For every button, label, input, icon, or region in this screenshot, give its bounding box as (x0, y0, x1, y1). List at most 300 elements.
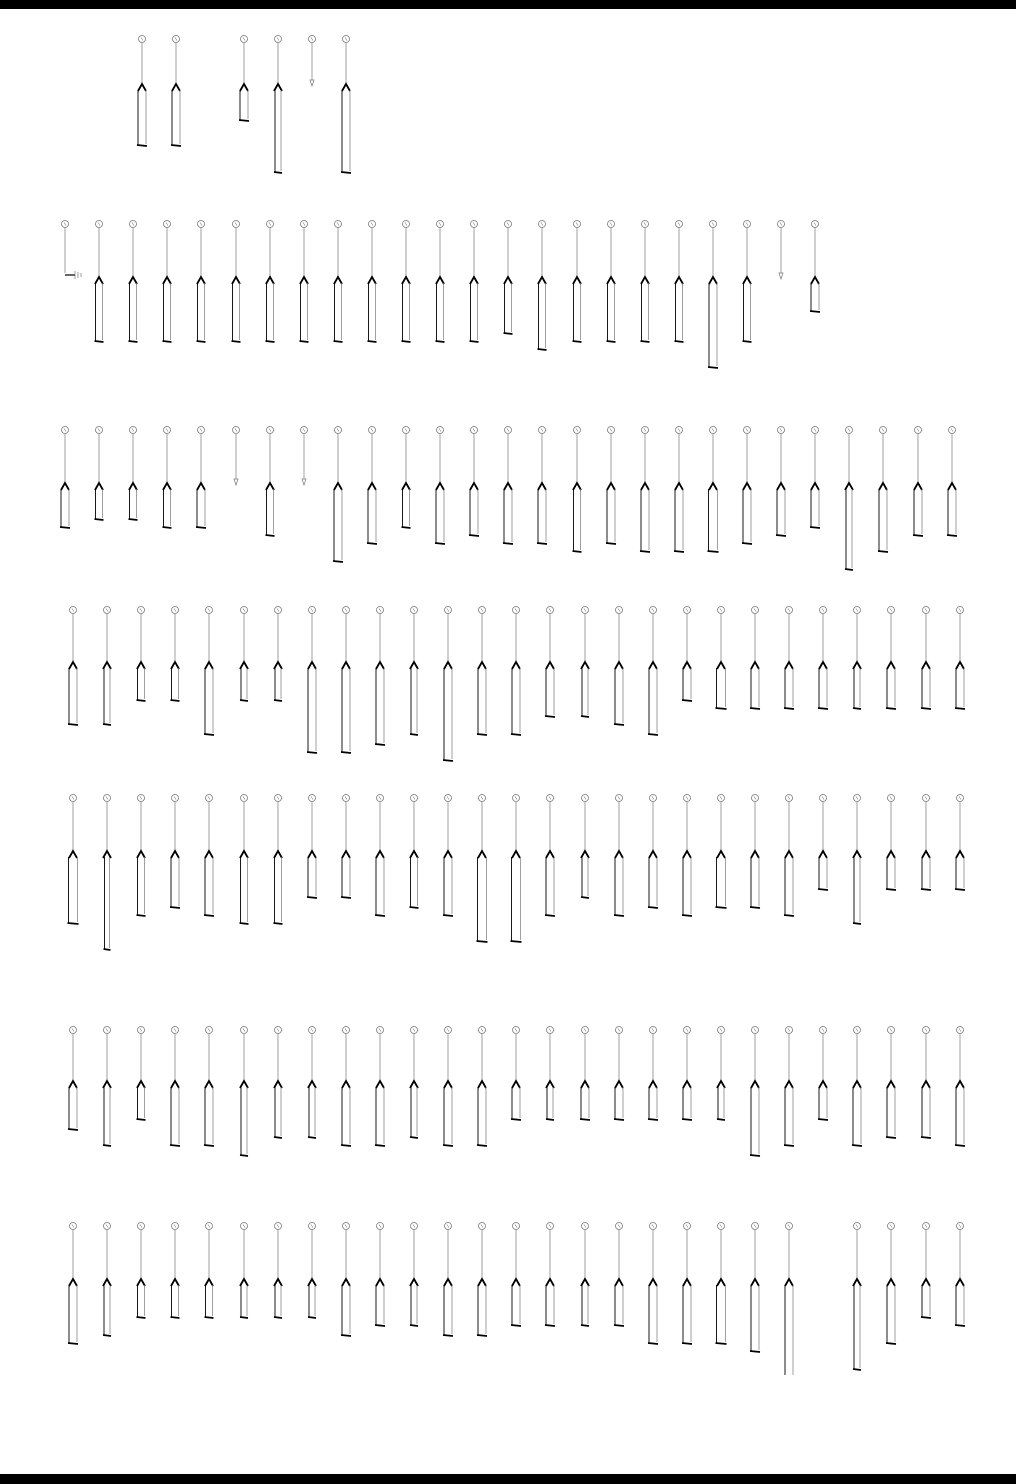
node-glyph (848, 429, 850, 432)
bar-cap (546, 1119, 554, 1120)
bar-cap (205, 1317, 214, 1318)
tap-marker (717, 1027, 725, 1121)
drop-marker (234, 479, 238, 485)
bar-cap (103, 724, 111, 725)
tap-marker (581, 795, 589, 899)
arrow-head (368, 277, 376, 284)
node-glyph (208, 1029, 210, 1032)
arrow-head (811, 277, 819, 284)
node-glyph (72, 609, 74, 612)
arrow-head (342, 662, 350, 669)
node-glyph (413, 609, 415, 612)
tap-marker (307, 795, 317, 899)
arrow-head (103, 851, 111, 858)
tap-marker (640, 427, 650, 553)
tap-marker (545, 607, 555, 718)
arrow-head (478, 662, 486, 669)
tap-marker (443, 1223, 453, 1337)
bar-cap (955, 1325, 965, 1326)
bar-cap (341, 752, 351, 753)
bar-cap (818, 889, 828, 890)
bar-cap (640, 551, 650, 552)
bar-cap (436, 341, 445, 342)
arrow-head (615, 1279, 623, 1286)
node-glyph (277, 1029, 279, 1032)
bar-cap (614, 915, 624, 916)
tap-marker (368, 221, 377, 343)
arrow-head (504, 483, 512, 490)
bar-cap (810, 527, 820, 528)
arrow-head (546, 851, 554, 858)
arrow-head (376, 662, 384, 669)
node-glyph (822, 797, 824, 800)
bar-cap (581, 1325, 589, 1326)
arrow-head (717, 851, 725, 858)
tap-marker (341, 1027, 351, 1147)
arrow-head (887, 1081, 895, 1088)
arrow-head (274, 662, 282, 669)
node-glyph (269, 223, 271, 226)
arrow-head (641, 483, 649, 490)
arrow-head (819, 662, 827, 669)
arrow-head (129, 483, 137, 490)
arrow-head (138, 84, 146, 91)
bar-cap (955, 889, 965, 890)
arrow-head (546, 662, 554, 669)
tap-marker (784, 795, 794, 917)
node-glyph (439, 223, 441, 226)
bar-cap (477, 941, 488, 942)
tap-marker (171, 607, 180, 702)
tap-marker (341, 1223, 351, 1337)
tap-marker (334, 221, 343, 343)
node-glyph (106, 1225, 108, 1228)
arrow-head (274, 851, 282, 858)
drop-marker (779, 273, 783, 279)
row-3 (60, 427, 957, 571)
bar-cap (750, 907, 760, 908)
node-glyph (208, 609, 210, 612)
arrow-head (410, 1279, 418, 1286)
bar-cap (648, 1343, 658, 1344)
tap-marker (614, 1223, 624, 1327)
tap-marker (778, 221, 785, 280)
arrow-head (785, 1081, 793, 1088)
node-glyph (890, 797, 892, 800)
bar-cap (375, 1145, 385, 1146)
tap-marker (955, 1223, 965, 1327)
tap-marker (266, 221, 275, 343)
arrow-head (103, 662, 111, 669)
bar-cap (648, 907, 658, 908)
arrow-head (137, 1081, 145, 1088)
arrow-head (538, 277, 546, 284)
tap-marker (68, 1223, 78, 1345)
bar-cap (581, 897, 589, 898)
bar-cap (750, 708, 760, 709)
node-glyph (64, 429, 66, 432)
arrow-head (785, 851, 793, 858)
tap-marker (742, 427, 752, 545)
arrow-head (853, 1279, 861, 1286)
node-glyph (652, 797, 654, 800)
arrow-head (956, 851, 964, 858)
arrow-head (444, 662, 452, 669)
tap-marker (546, 1027, 554, 1121)
arrow-head (376, 851, 384, 858)
tap-marker (240, 1027, 248, 1157)
arrow-head (478, 1081, 486, 1088)
bar-cap (410, 907, 419, 908)
arrow-head (751, 1279, 759, 1286)
node-glyph (174, 609, 176, 612)
arrow-head (777, 483, 785, 490)
node-glyph (549, 609, 551, 612)
bar-cap (240, 1155, 248, 1156)
tap-marker (921, 1027, 931, 1139)
bar-cap (545, 1325, 555, 1326)
bar-cap (886, 708, 896, 709)
tap-marker (129, 221, 138, 343)
node-glyph (447, 797, 449, 800)
tap-marker (886, 795, 896, 891)
arrow-head (436, 277, 444, 284)
bar-cap (947, 535, 957, 536)
tap-marker (648, 607, 658, 736)
tap-marker (137, 795, 146, 917)
bar-cap (537, 543, 547, 544)
node-glyph (549, 1225, 551, 1228)
bar-cap (402, 341, 411, 342)
node-glyph (882, 429, 884, 432)
arrow-head (853, 1081, 861, 1088)
node-glyph (610, 429, 612, 432)
bar-cap (648, 734, 658, 735)
bar-cap (674, 551, 684, 552)
bar-cap (334, 341, 343, 342)
tap-marker (913, 427, 923, 537)
bar-cap (614, 1119, 624, 1120)
tap-marker (573, 427, 582, 553)
tap-marker (810, 221, 820, 313)
arrow-head (308, 1279, 316, 1286)
tap-marker (197, 221, 206, 343)
row-4 (68, 607, 965, 762)
bar-cap (682, 700, 692, 701)
tap-marker (402, 427, 411, 529)
node-glyph (447, 1029, 449, 1032)
arrow-head (274, 1081, 282, 1088)
tap-marker (375, 607, 385, 746)
tap-marker (955, 607, 965, 710)
bar-cap (469, 535, 479, 536)
tap-marker (274, 1223, 282, 1319)
bar-cap (266, 341, 275, 342)
bar-cap (307, 752, 317, 753)
arrow-head (478, 1279, 486, 1286)
arrow-head (376, 1279, 384, 1286)
node-glyph (405, 223, 407, 226)
tap-marker (641, 221, 650, 343)
arrow-head (308, 851, 316, 858)
tap-marker (810, 427, 820, 529)
arrow-head (538, 483, 546, 490)
bar-cap (682, 1119, 692, 1120)
bar-cap (708, 551, 719, 552)
tap-marker (274, 1027, 282, 1139)
tap-marker (674, 427, 684, 553)
bar-cap (341, 1335, 351, 1336)
bar-cap (300, 341, 309, 342)
bar-cap (878, 551, 888, 552)
tap-marker (274, 607, 282, 702)
node-glyph (686, 609, 688, 612)
node-glyph (106, 797, 108, 800)
arrow-head (171, 662, 179, 669)
node-glyph (507, 223, 509, 226)
node-glyph (277, 38, 279, 41)
bar-cap (477, 734, 487, 735)
arrow-head (683, 1279, 691, 1286)
bar-cap (274, 1317, 282, 1318)
arrow-head (61, 483, 69, 490)
arrow-head (649, 1279, 657, 1286)
node-glyph (890, 1225, 892, 1228)
bar-cap (682, 915, 692, 916)
node-glyph (644, 429, 646, 432)
node-glyph (856, 1029, 858, 1032)
tap-marker (239, 36, 249, 122)
arrow-head (197, 277, 205, 284)
bar-cap (204, 915, 214, 916)
tap-marker (921, 795, 931, 891)
node-glyph (166, 223, 168, 226)
node-glyph (303, 429, 305, 432)
node-glyph (141, 38, 143, 41)
node-glyph (439, 429, 441, 432)
bar-cap (614, 1325, 624, 1326)
tap-marker (886, 1223, 896, 1345)
arrow-head (95, 277, 103, 284)
bar-cap (886, 1343, 896, 1344)
bar-cap (886, 1137, 896, 1138)
node-glyph (917, 429, 919, 432)
tap-marker (171, 36, 181, 147)
arrow-head (342, 1279, 350, 1286)
tap-marker (784, 607, 794, 710)
bar-cap (921, 1317, 931, 1318)
bar-cap (68, 1129, 78, 1130)
node-glyph (576, 223, 578, 226)
node-glyph (175, 38, 177, 41)
arrow-head (887, 662, 895, 669)
row-7 (68, 1223, 965, 1376)
tap-marker (375, 795, 385, 917)
node-glyph (959, 1225, 961, 1228)
bar-cap (341, 172, 351, 173)
arrow-head (308, 1081, 316, 1088)
node-glyph (584, 1029, 586, 1032)
node-glyph (788, 609, 790, 612)
node-glyph (584, 1225, 586, 1228)
arrow-head (819, 1081, 827, 1088)
node-glyph (686, 1225, 688, 1228)
node-glyph (951, 429, 953, 432)
bottom-band (0, 1474, 1016, 1484)
node-glyph (243, 38, 245, 41)
tap-marker (171, 1223, 180, 1319)
arrow-head (922, 662, 930, 669)
arrow-head (334, 277, 342, 284)
tap-marker (137, 36, 147, 147)
tap-marker (435, 427, 445, 545)
tap-marker (818, 795, 828, 891)
arrow-head (410, 1081, 418, 1088)
tap-marker (708, 427, 719, 553)
arrow-head (573, 277, 581, 284)
node-glyph (515, 1225, 517, 1228)
tap-marker (852, 1027, 862, 1147)
row-2 (62, 221, 821, 369)
node-glyph (890, 1029, 892, 1032)
arrow-head (274, 1279, 282, 1286)
tap-marker (921, 607, 931, 710)
arrow-head (205, 851, 213, 858)
bar-cap (163, 527, 172, 528)
bar-cap (274, 172, 282, 173)
bar-cap (750, 1351, 760, 1352)
bar-cap (95, 341, 104, 342)
node-glyph (447, 609, 449, 612)
node-glyph (132, 429, 134, 432)
node-glyph (788, 797, 790, 800)
arrow-head (308, 662, 316, 669)
row-1 (137, 36, 351, 174)
node-glyph (618, 1225, 620, 1228)
bar-cap (648, 1119, 658, 1120)
arrow-head (546, 1279, 554, 1286)
node-glyph (652, 1225, 654, 1228)
tap-marker (776, 427, 786, 537)
bar-cap (410, 1325, 418, 1326)
node-glyph (652, 1029, 654, 1032)
node-glyph (337, 223, 339, 226)
node-glyph (481, 609, 483, 612)
tap-marker (511, 607, 521, 736)
node-glyph (754, 1029, 756, 1032)
node-glyph (311, 1225, 313, 1228)
node-glyph (754, 797, 756, 800)
tap-marker (853, 1223, 861, 1371)
tap-marker (240, 607, 248, 702)
arrow-head (649, 1081, 657, 1088)
node-glyph (959, 609, 961, 612)
node-glyph (311, 38, 313, 41)
bar-cap (103, 1145, 111, 1146)
node-glyph (618, 609, 620, 612)
tap-marker (137, 607, 146, 702)
node-glyph (618, 1029, 620, 1032)
bar-cap (955, 1145, 965, 1146)
node-glyph (925, 1029, 927, 1032)
arrow-head (69, 662, 77, 669)
node-glyph (959, 1029, 961, 1032)
arrow-head (163, 277, 171, 284)
bar-cap (68, 1343, 78, 1344)
node-glyph (72, 797, 74, 800)
node-glyph (200, 223, 202, 226)
bar-cap (921, 1137, 931, 1138)
bar-cap (375, 744, 385, 745)
tap-marker (443, 1027, 453, 1147)
tap-marker (784, 1027, 794, 1147)
node-glyph (379, 609, 381, 612)
node-glyph (98, 223, 100, 226)
tap-marker (68, 1027, 78, 1131)
tap-marker (163, 221, 172, 343)
tap-marker (477, 795, 488, 943)
bar-cap (171, 145, 181, 146)
tap-marker (545, 1223, 555, 1327)
node-glyph (541, 223, 543, 226)
arrow-head (581, 851, 589, 858)
node-glyph (311, 797, 313, 800)
arrow-head (675, 483, 683, 490)
bar-cap (886, 889, 896, 890)
tap-marker (68, 607, 78, 726)
bar-cap (341, 897, 351, 898)
arrow-head (300, 277, 308, 284)
arrow-head (240, 1081, 248, 1088)
tap-marker (103, 607, 111, 726)
bar-cap (852, 1145, 862, 1146)
tap-marker (300, 221, 309, 343)
node-glyph (345, 38, 347, 41)
bar-cap (607, 341, 616, 342)
node-glyph (584, 609, 586, 612)
arrow-head (879, 483, 887, 490)
tap-marker (103, 1027, 111, 1147)
node-glyph (72, 1225, 74, 1228)
bar-cap (137, 700, 146, 701)
tap-marker (274, 36, 282, 174)
bar-cap (511, 734, 521, 735)
node-glyph (140, 609, 142, 612)
tap-marker (341, 795, 351, 899)
drop-marker (310, 80, 314, 86)
node-glyph (371, 429, 373, 432)
node-glyph (413, 1225, 415, 1228)
tap-marker (470, 221, 479, 343)
node-glyph (541, 429, 543, 432)
bar-cap (853, 923, 861, 924)
tap-marker (607, 221, 616, 343)
tap-marker (95, 221, 104, 343)
node-glyph (140, 1029, 142, 1032)
tap-marker (581, 1223, 589, 1327)
tap-marker (170, 1027, 180, 1147)
arrow-head (129, 277, 137, 284)
arrow-head (402, 483, 410, 490)
node-glyph (243, 797, 245, 800)
tap-marker (606, 427, 616, 545)
tap-marker (648, 795, 658, 909)
tap-marker (233, 427, 240, 486)
tap-marker (614, 795, 624, 917)
node-glyph (814, 429, 816, 432)
bar-cap (470, 341, 479, 342)
tap-marker (785, 1223, 793, 1376)
